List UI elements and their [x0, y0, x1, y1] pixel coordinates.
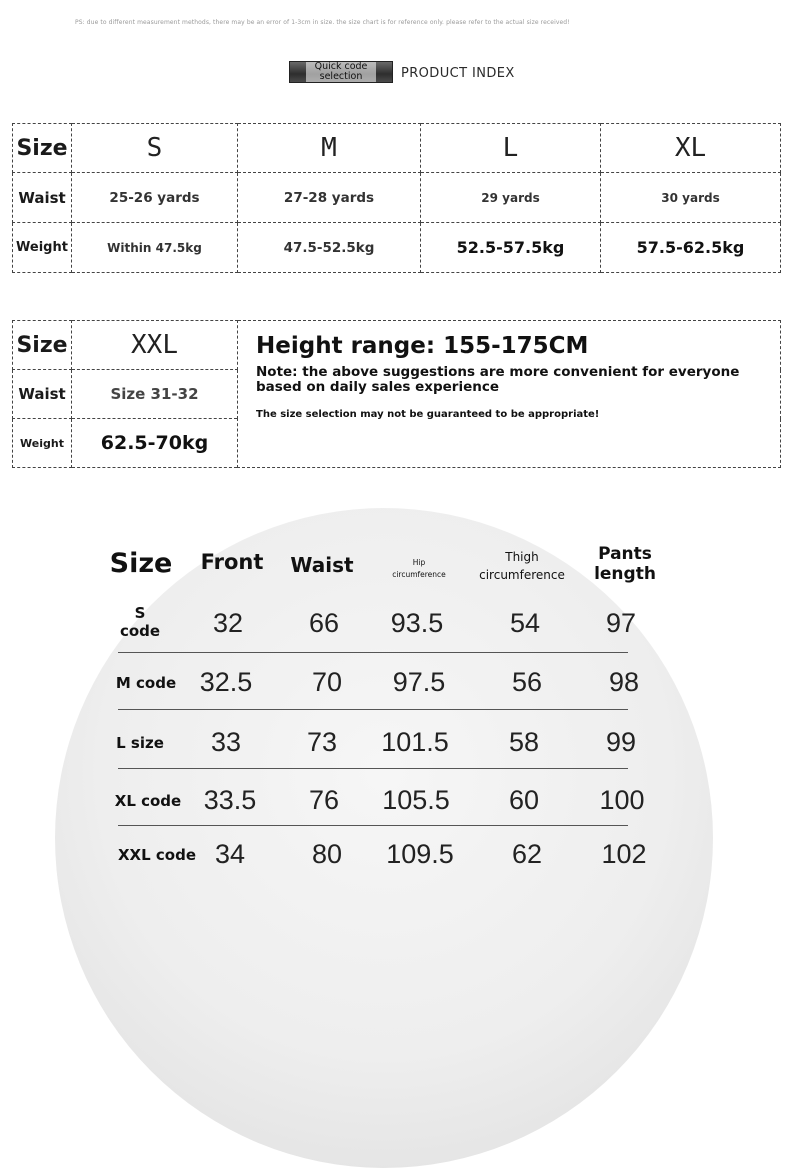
measure-thigh-header: [474, 548, 570, 584]
size-row: [13, 124, 781, 173]
measure-row-label: L size: [116, 734, 164, 752]
measure-waist-s: 66: [308, 608, 340, 638]
height-note-cell: [238, 321, 781, 468]
waist-row: [13, 173, 781, 223]
measure-hip-s: 93.5: [390, 608, 444, 638]
thigh-header-line2: circumference: [479, 568, 565, 582]
row-divider: [118, 825, 628, 826]
row-divider: [118, 652, 628, 653]
hip-header-line1: Hip: [412, 558, 426, 567]
measure-length-xxl: 102: [601, 839, 647, 869]
measure-waist-xxl: 80: [311, 839, 343, 869]
measure-front-xxl: 34: [214, 839, 246, 869]
measure-hip-l: 101.5: [381, 727, 449, 757]
measure-front-m: 32.5: [199, 667, 253, 697]
weight-xxl: 62.5-70kg: [72, 419, 238, 468]
xxl-size-header: Size: [13, 321, 72, 370]
measure-row-label: [105, 604, 175, 640]
size-m: M: [238, 124, 421, 173]
size-l: L: [421, 124, 601, 173]
waist-header: Waist: [13, 173, 72, 223]
quick-code-badge: [289, 61, 393, 83]
measure-hip-xxl: 109.5: [386, 839, 454, 869]
size-s: S: [72, 124, 238, 173]
measure-hip-header: [380, 557, 458, 581]
xxl-weight-header: Weight: [13, 419, 72, 468]
measure-row-label: M code: [115, 674, 177, 692]
hip-header-line2: circumference: [392, 570, 446, 579]
weight-row: [13, 223, 781, 273]
measure-waist-m: 70: [311, 667, 343, 697]
row-label-line1: S: [134, 604, 146, 622]
waist-xxl: Size 31-32: [72, 370, 238, 419]
row-divider: [118, 768, 628, 769]
measure-thigh-xl: 60: [508, 785, 540, 815]
weight-m: 47.5-52.5kg: [238, 223, 421, 273]
measure-pants-header: [588, 544, 662, 584]
measure-thigh-s: 54: [509, 608, 541, 638]
measure-length-m: 98: [608, 667, 640, 697]
measure-thigh-xxl: 62: [511, 839, 543, 869]
measure-hip-xl: 105.5: [382, 785, 450, 815]
waist-m: 27-28 yards: [238, 173, 421, 223]
pants-header-line2: length: [594, 564, 656, 584]
suggestion-note: Note: the above suggestions are more convenient for everyone based on daily sales experience: [256, 364, 740, 395]
weight-xl: 57.5-62.5kg: [601, 223, 781, 273]
measure-hip-m: 97.5: [392, 667, 446, 697]
measure-waist-xl: 76: [308, 785, 340, 815]
size-xxl: XXL: [72, 321, 238, 370]
selection-disclaimer: The size selection may not be guaranteed to be appropriate!: [256, 409, 600, 420]
measure-length-l: 99: [605, 727, 637, 757]
measure-length-xl: 100: [599, 785, 645, 815]
xxl-size-table: [12, 320, 781, 468]
quick-code-label: Quick code selection: [306, 62, 376, 82]
measure-front-s: 32: [212, 608, 244, 638]
measure-thigh-m: 56: [511, 667, 543, 697]
row-label-line2: code: [119, 622, 161, 640]
product-index-title: PRODUCT INDEX: [401, 66, 515, 81]
measure-size-header: Size: [109, 548, 173, 579]
measure-waist-l: 73: [306, 727, 338, 757]
thigh-header-line1: Thigh: [505, 550, 539, 564]
measurement-disclaimer: PS: due to different measurement methods, there may be an error of 1-3cm in size. the size chart is for reference only. please refer to the actual size received!: [75, 19, 570, 26]
measure-row-label: XXL code: [117, 846, 197, 864]
height-range: Height range: 155-175CM: [256, 333, 589, 359]
size-xl: XL: [601, 124, 781, 173]
measure-length-s: 97: [605, 608, 637, 638]
measure-waist-header: Waist: [290, 553, 354, 577]
size-header: Size: [13, 124, 72, 173]
measure-front-xl: 33.5: [203, 785, 257, 815]
measure-row-label: XL code: [114, 792, 182, 810]
measure-front-l: 33: [210, 727, 242, 757]
weight-s: Within 47.5kg: [72, 223, 238, 273]
waist-l: 29 yards: [421, 173, 601, 223]
measure-thigh-l: 58: [508, 727, 540, 757]
xxl-size-row: [13, 321, 781, 370]
row-divider: [118, 709, 628, 710]
waist-xl: 30 yards: [601, 173, 781, 223]
weight-header: Weight: [13, 223, 72, 273]
pants-header-line1: Pants: [598, 544, 652, 564]
size-chart-table: [12, 123, 781, 273]
waist-s: 25-26 yards: [72, 173, 238, 223]
measure-front-header: Front: [200, 550, 264, 574]
weight-l: 52.5-57.5kg: [421, 223, 601, 273]
xxl-waist-header: Waist: [13, 370, 72, 419]
